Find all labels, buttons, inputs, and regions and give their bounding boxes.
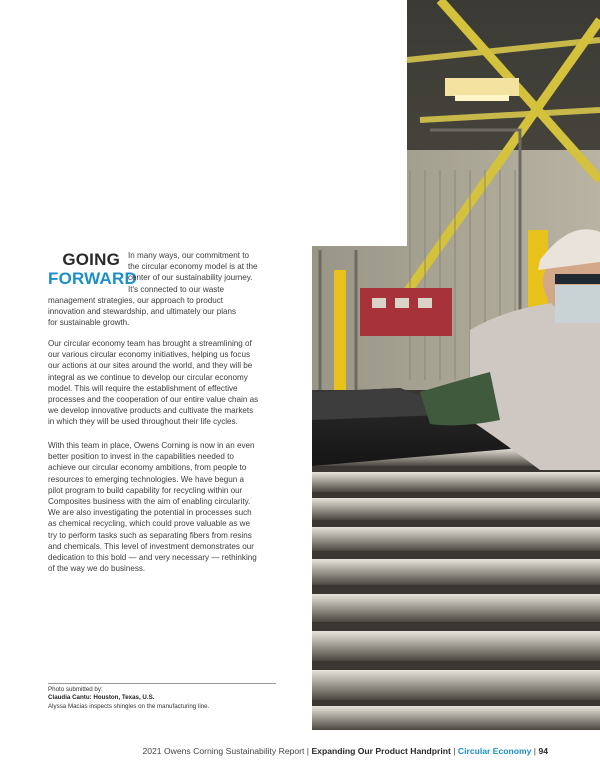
report-title: 2021 Owens Corning Sustainability Report xyxy=(142,746,305,756)
paragraph-line: better position to invest in the capabilities needed to xyxy=(48,452,234,462)
paragraph-line: Our circular economy team has brought a streamlining of xyxy=(48,339,252,348)
heading-line-1: GOING xyxy=(62,250,120,269)
paragraph-line: we develop innovative products and cultivate the markets xyxy=(48,406,254,416)
paragraph-line: try to perform tasks such as separating fibers from resins xyxy=(48,530,252,540)
intro-line: management strategies, our approach to product xyxy=(48,296,224,305)
intro-line: In many ways, our commitment to xyxy=(128,251,249,260)
intro-line: center of our sustainability journey. xyxy=(128,273,253,283)
paragraph-line: Composites business with the aim of enabling circularity. xyxy=(48,497,251,507)
credit-divider xyxy=(48,683,276,684)
paragraph-circular-team xyxy=(48,338,278,428)
footer-separator: | xyxy=(450,746,458,756)
section-heading xyxy=(48,250,137,288)
paragraph-line: pilot program to build capability for recycling within our xyxy=(48,485,243,495)
paragraph-line: resources to emerging technologies. We have begun a xyxy=(48,474,245,484)
footer-section[interactable]: Expanding Our Product Handprint xyxy=(311,746,451,756)
intro-line: the circular economy model is at the xyxy=(128,262,258,272)
page-number: 94 xyxy=(538,746,548,756)
intro-paragraph-top xyxy=(128,250,274,295)
paragraph-line: achieve our circular economy ambitions, from people to xyxy=(48,463,247,473)
footer-separator: | xyxy=(304,746,312,756)
credit-name: Claudia Cantu: Houston, Texas, U.S. xyxy=(48,694,155,702)
intro-line: for sustainable growth. xyxy=(48,318,130,328)
intro-line: innovation and stewardship, and ultimately our plans xyxy=(48,307,237,317)
paragraph-line: model. This will require the establishment of effective xyxy=(48,383,238,393)
photo-credit xyxy=(48,686,288,711)
paragraph-line: dedication to this bold — and very necessary — rethinking xyxy=(48,553,257,563)
paragraph-line: our actions at our sites around the world, and they will be xyxy=(48,361,253,371)
paragraph-line: integral as we continue to develop our circular economy xyxy=(48,372,248,382)
intro-paragraph-bottom xyxy=(48,295,278,329)
credit-label: Photo submitted by: xyxy=(48,686,103,693)
paragraph-line: With this team in place, Owens Corning is now in an even xyxy=(48,441,255,450)
footer-subsection[interactable]: Circular Economy xyxy=(457,746,532,756)
footer-separator: | xyxy=(531,746,539,756)
heading-line-2: FORWARD xyxy=(48,269,137,288)
page-footer xyxy=(0,746,548,756)
paragraph-line: as chemical recycling, which could prove valuable as we xyxy=(48,519,250,529)
paragraph-investment xyxy=(48,440,278,574)
paragraph-line: in which they will be used throughout their life cycles. xyxy=(48,417,238,427)
paragraph-line: and chemicals. This level of investment demonstrates our xyxy=(48,541,254,551)
paragraph-line: processes and the cooperation of our entire value chain as xyxy=(48,395,259,405)
intro-line: It's connected to our waste xyxy=(128,284,225,294)
paragraph-line: our various circular economy initiatives, helping us focus xyxy=(48,350,250,360)
photo-caption: Alyssa Macias inspects shingles on the manufacturing line. xyxy=(48,702,210,710)
paragraph-line: of the way we do business. xyxy=(48,564,146,574)
white-area-top xyxy=(0,0,407,246)
paragraph-line: We are also investigating the potential in processes such xyxy=(48,508,252,518)
